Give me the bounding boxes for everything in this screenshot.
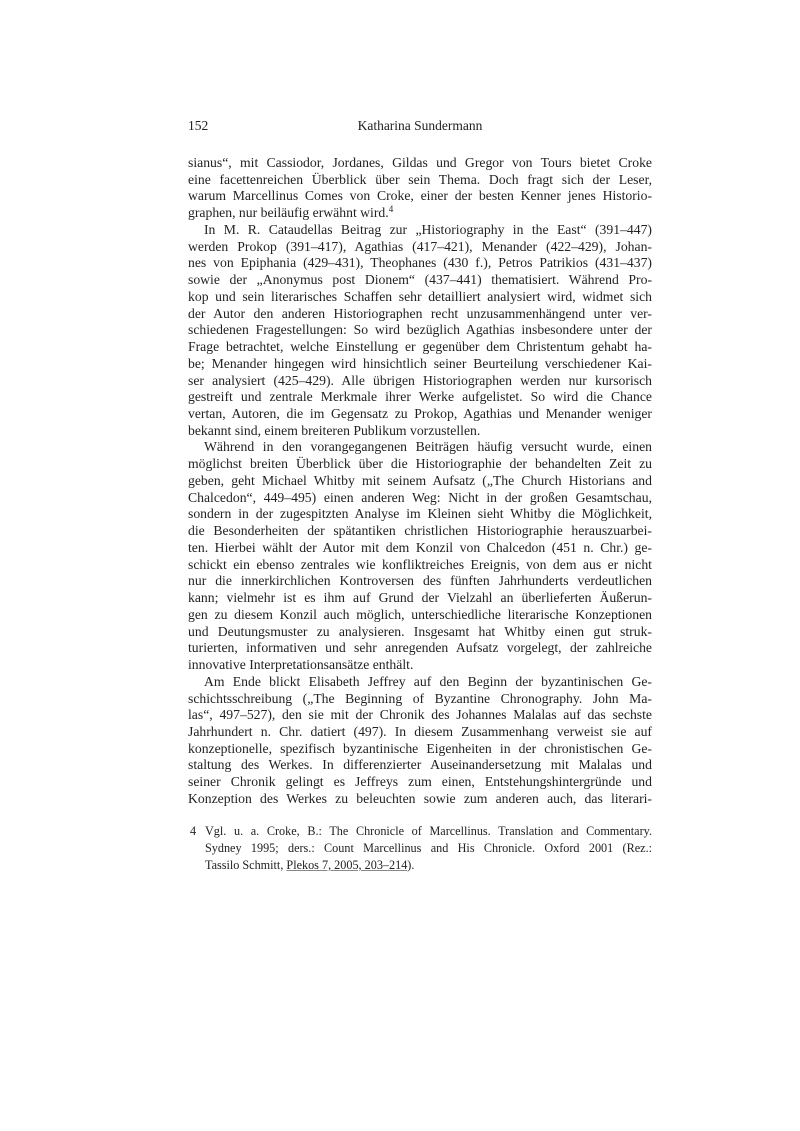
text-line: seiner Chronik gelingt es Jeffreys zum einen, Entstehungshintergründe und [188,774,652,790]
text-line: schiedenen Fragestellungen: So wird bezüglich Agathias insbesondere unter der [188,322,652,338]
paragraph [188,222,652,440]
text-line: konzeptionelle, spezifisch byzantinische Eigenheiten in der chronistischen Ge- [188,740,652,756]
footnote [188,823,652,874]
footnote-reference[interactable]: 4 [388,204,394,215]
text-line: vertan, Autoren, die im Gegensatz zu Prokop, Agathias und Menander weniger [188,406,652,422]
footnote-text [205,823,652,874]
paragraph [188,439,652,673]
footnote-number: 4 [190,824,197,838]
text-line: kann; vielmehr ist es ihm auf Grund der Vielzahl an überlieferten Äußerun- [188,590,652,606]
body-text [188,155,652,808]
text-line: innovative Interpretationsansätze enthält. [188,657,414,673]
plekos-review-link[interactable]: Plekos 7, 2005, 203–214 [286,858,408,872]
text-line: Konzeption des Werkes zu beleuchten sowie zum anderen auch, das literari- [188,790,652,806]
text-line: die Besonderheiten der spätantiken christlichen Historiographie herauszuarbei- [188,523,652,539]
text-line: werden Prokop (391–417), Agathias (417–421), Menander (422–429), Johan- [188,238,652,254]
text-line: Jahrhundert n. Chr. datiert (497). In diesem Zusammenhang verweist sie auf [188,723,652,739]
text-line: sowie der „Anonymus post Dionem“ (437–441) thematisiert. Während Pro- [188,272,652,288]
page-number: 152 [188,118,209,133]
text-line: Frage betrachtet, welche Einstellung er gegenüber dem Christentum gehabt ha- [188,339,652,355]
text-line: las“, 497–527), den sie mit der Chronik des Johannes Malalas auf das sechste [188,707,652,723]
text-line: turierten, informativen und sehr anregenden Aufsatz vorgelegt, der zahlreiche [188,640,652,656]
text-line [188,205,652,222]
text-line: der Autor den anderen Historiographen recht unzusammenhängend unter ver- [188,305,652,321]
running-head: Katharina Sundermann [357,118,483,133]
text-line: schickt ein ebenso zentrales wie konfliktreiches Ereignis, von dem aus er nicht [188,556,652,572]
text-line: sianus“, mit Cassiodor, Jordanes, Gildas und Gregor von Tours bietet Croke [188,155,652,170]
text-line: nur die innerkirchlichen Kontroversen des fünften Jahrhunderts verdeutlichen [188,573,652,589]
footnote-line: Vgl. u. a. Croke, B.: The Chronicle of Marcellinus. Translation and Commentary. [205,824,652,838]
text-line: ten. Hierbei wählt der Autor mit dem Konzil von Chalcedon (451 n. Chr.) ge- [188,539,652,555]
text-line: und Deutungsmuster zu analysieren. Insgesamt hat Whitby einen gut struk- [188,623,652,639]
text-line: Während in den vorangegangenen Beiträgen häufig versucht wurde, einen [204,439,652,455]
text-line: eine facettenreichen Überblick über sein Thema. Doch fragt sich der Leser, [188,171,652,187]
text-line: kop und sein literarisches Schaffen sehr detailliert analysiert wird, widmet sich [188,288,652,304]
text-line: schichtsschreibung („The Beginning of Byzantine Chronography. John Ma- [188,690,652,706]
footnote-text-segment: ). [407,858,415,872]
text-line: möglichst breiten Überblick über die Historiographie der behandelten Zeit zu [188,456,652,472]
text-line: geben, geht Michael Whitby mit seinem Aufsatz („The Church Historians and [188,472,652,488]
text-line: warum Marcellinus Comes von Croke, einer der besten Kenner jenes Historio- [188,188,652,204]
text-line: In M. R. Cataudellas Beitrag zur „Historiography in the East“ (391–447) [204,221,652,237]
text-line: staltung des Werkes. In differenzierter Auseinandersetzung mit Malalas und [188,757,652,773]
paragraph [188,674,652,808]
text-line: bekannt sind, einem breiteren Publikum vorzustellen. [188,422,481,438]
text-line: nes von Epiphania (429–431), Theophanes (430 f.), Petros Patrikios (431–437) [188,255,652,271]
paragraph [188,155,652,222]
text-line: be; Menander hingegen wird hinsichtlich seiner Beurteilung verschiedener Kai- [188,355,652,371]
text-line: gen zu diesem Konzil auch möglich, unterschiedliche literarische Konzeptionen [188,606,652,622]
footnote-line: Sydney 1995; ders.: Count Marcellinus and His Chronicle. Oxford 2001 (Rez.: [205,841,652,855]
footnote-line [205,857,652,874]
text-line: ser analysiert (425–429). Alle übrigen Historiographen werden nur kursorisch [188,372,652,388]
text-segment: graphen, nur beiläufig erwähnt wird. [188,205,389,221]
footnote-text-segment: Tassilo Schmitt, [205,858,287,872]
text-line: Am Ende blickt Elisabeth Jeffrey auf den Beginn der byzantinischen Ge- [204,673,652,689]
text-line: gestreift und zentrale Merkmale ihrer Werke aufgelistet. So wird die Chance [188,389,652,405]
text-line: sondern in der zugespitzten Analyse im Kleinen sieht Whitby die Möglichkeit, [188,506,652,522]
text-line: Chalcedon“, 449–495) einen anderen Weg: Nicht in der großen Gesamtschau, [188,489,652,505]
